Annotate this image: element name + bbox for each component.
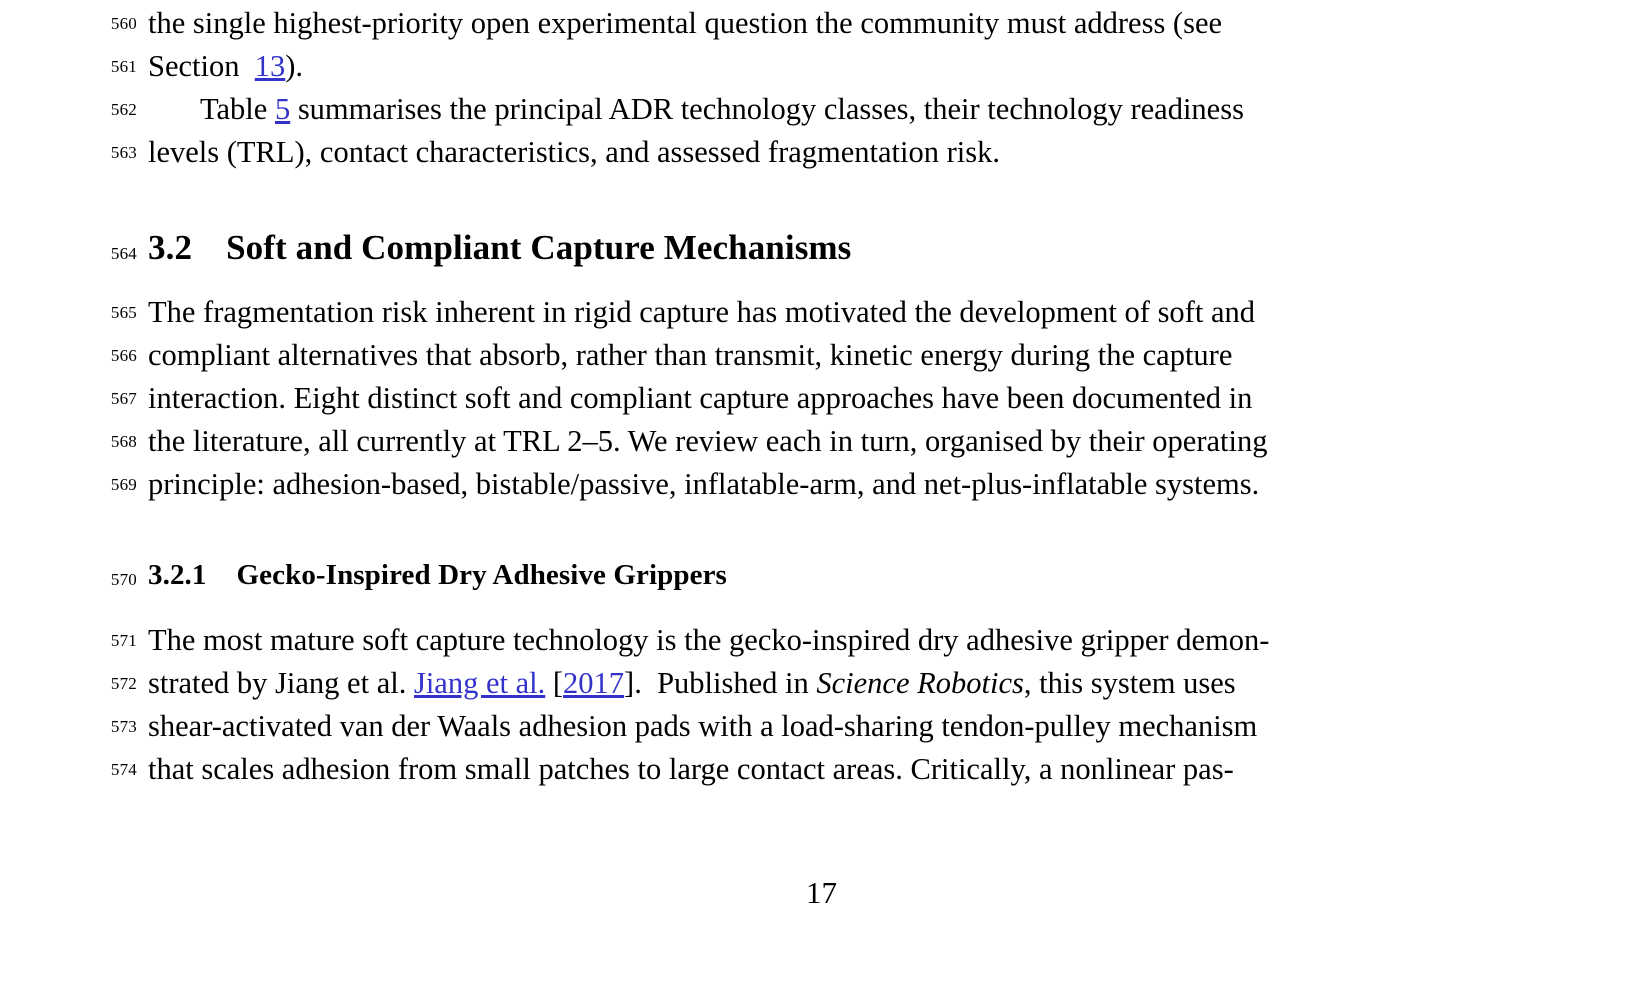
line-number-571: 571: [110, 631, 137, 650]
line-number-563: 563: [110, 143, 137, 162]
citation-year-link[interactable]: 2017: [563, 666, 625, 700]
line-number-564: 564: [110, 244, 137, 263]
paragraph-soft-compliant-intro: [110, 291, 1568, 506]
paragraph-line-text: Published in: [657, 666, 809, 700]
line-number-565: 565: [110, 303, 137, 322]
line-number-567: 567: [110, 389, 137, 408]
citation-bracket-open: [: [552, 666, 564, 700]
line-number-569: 569: [110, 475, 137, 494]
paragraph-line-text: ).: [285, 49, 304, 83]
line-number-566: 566: [110, 346, 137, 365]
paragraph-line-text: principle: adhesion-based, bistable/passive, inflatable-arm, and net-plus-inflatable systems.: [148, 467, 1260, 501]
paragraph-section13-ref: [110, 2, 1568, 88]
heading-number: 3.2.1: [148, 559, 207, 591]
paragraph-line-text: the single highest-priority open experimental question the community must address (see: [148, 6, 1223, 40]
line-number-573: 573: [110, 717, 137, 736]
citation-bracket-close: ].: [624, 666, 642, 700]
line-number-574: 574: [110, 760, 137, 779]
heading-3-2: [110, 226, 1568, 269]
journal-name: Science Robotics: [816, 666, 1024, 700]
line-number-561: 561: [110, 57, 137, 76]
table-reference-link[interactable]: 5: [274, 92, 291, 126]
paragraph-gecko-gripper: [110, 619, 1568, 791]
paragraph-line-text: the literature, all currently at TRL 2–5. We review each in turn, organised by their operating: [148, 424, 1268, 458]
paragraph-line-text: that scales adhesion from small patches to large contact areas. Critically, a nonlinear pas-: [148, 752, 1234, 786]
heading-3-2-1: [110, 554, 1568, 597]
section-reference-link[interactable]: 13: [254, 49, 286, 83]
heading-number: 3.2: [148, 228, 193, 267]
paragraph-line-text: strated by Jiang et al.: [148, 666, 407, 700]
line-number-562: 562: [110, 100, 137, 119]
page-body: [110, 0, 1568, 791]
heading-title: Soft and Compliant Capture Mechanisms: [226, 228, 852, 267]
line-number-560: 560: [110, 14, 137, 33]
heading-title: Gecko-Inspired Dry Adhesive Grippers: [236, 559, 727, 591]
paragraph-line-text: The fragmentation risk inherent in rigid capture has motivated the development of soft and: [148, 295, 1255, 329]
citation-author-link[interactable]: Jiang et al.: [413, 666, 546, 700]
paragraph-line-text: Section: [148, 49, 240, 83]
line-number-570: 570: [110, 570, 137, 589]
paragraph-line-text: summarises the principal ADR technology classes, their technology readiness: [297, 92, 1244, 126]
paragraph-line-text: , this system uses: [1023, 666, 1236, 700]
paragraph-line-text: compliant alternatives that absorb, rather than transmit, kinetic energy during the capture: [148, 338, 1233, 372]
paragraph-line-text: Table: [200, 92, 268, 126]
paragraph-table5-summary: [110, 88, 1568, 174]
paragraph-line-text: interaction. Eight distinct soft and compliant capture approaches have been documented in: [148, 381, 1253, 415]
paragraph-line-text: levels (TRL), contact characteristics, and assessed fragmentation risk.: [148, 135, 1000, 169]
page-number: 17: [806, 875, 837, 910]
line-number-572: 572: [110, 674, 137, 693]
paragraph-line-text: shear-activated van der Waals adhesion pads with a load-sharing tendon-pulley mechanism: [148, 709, 1258, 743]
paragraph-line-text: The most mature soft capture technology is the gecko-inspired dry adhesive gripper demon-: [148, 623, 1270, 657]
line-number-568: 568: [110, 432, 137, 451]
